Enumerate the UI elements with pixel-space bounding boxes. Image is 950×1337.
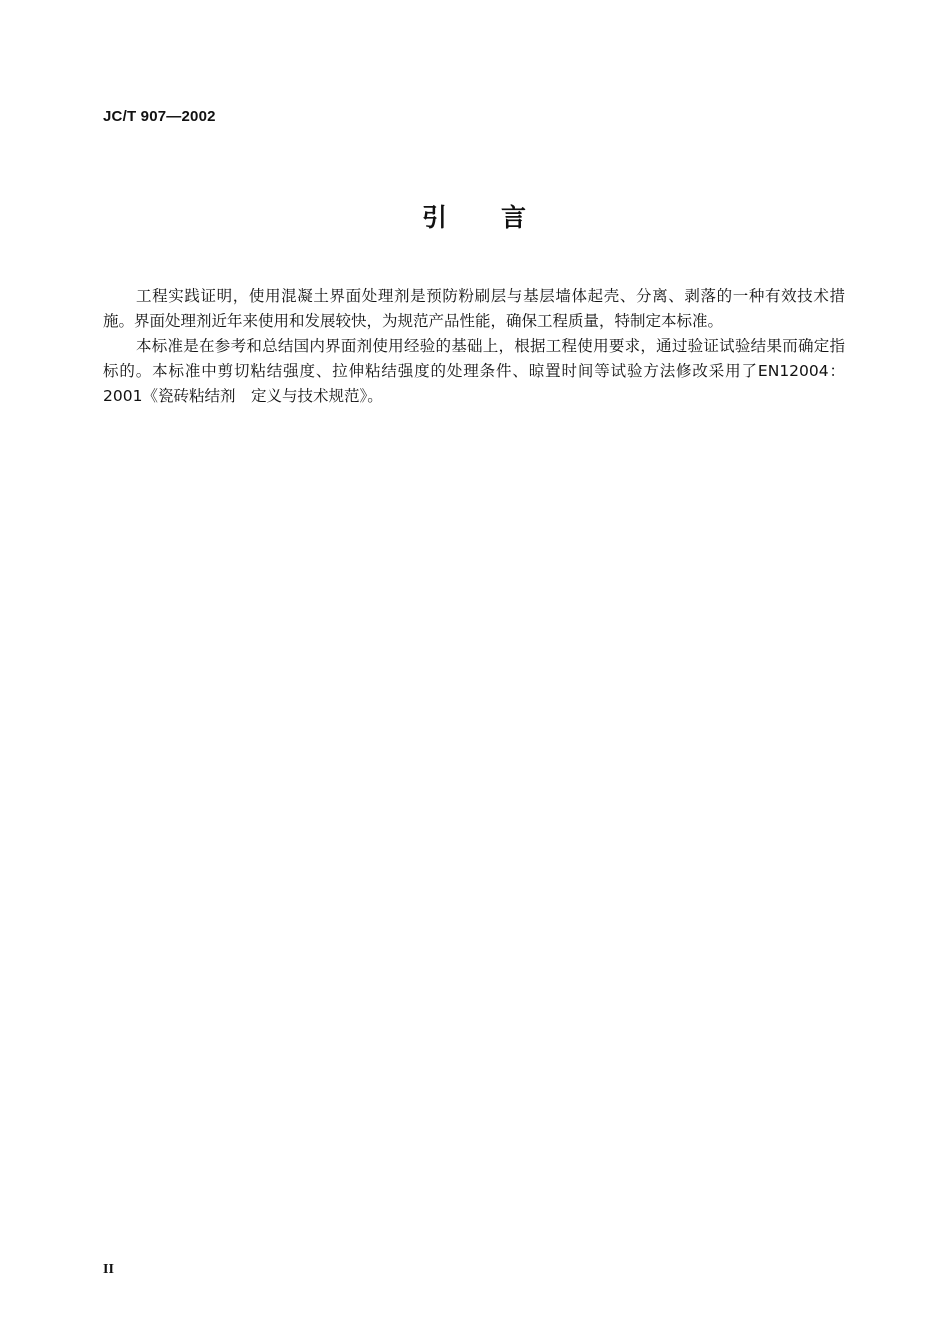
page-number: II: [103, 1262, 114, 1277]
paragraph: 工程实践证明，使用混凝土界面处理剂是预防粉刷层与基层墙体起壳、分离、剥落的一种有效技术措施。界面处理剂近年来使用和发展较快，为规范产品性能，确保工程质量，特制定本标准。: [103, 287, 845, 330]
section-title: [0, 198, 950, 234]
paragraph: 本标准是在参考和总结国内界面剂使用经验的基础上，根据工程使用要求，通过验证试验结果而确定指标的。本标准中剪切粘结强度、拉伸粘结强度的处理条件、晾置时间等试验方法修改采用了EN12004：2001《瓷砖粘结剂 定义与技术规范》。: [103, 337, 845, 405]
section-title-char-2: 言: [501, 203, 529, 232]
introduction-body: [103, 284, 845, 409]
section-title-char-1: 引: [421, 203, 449, 232]
standard-code: JC/T 907—2002: [103, 108, 216, 125]
